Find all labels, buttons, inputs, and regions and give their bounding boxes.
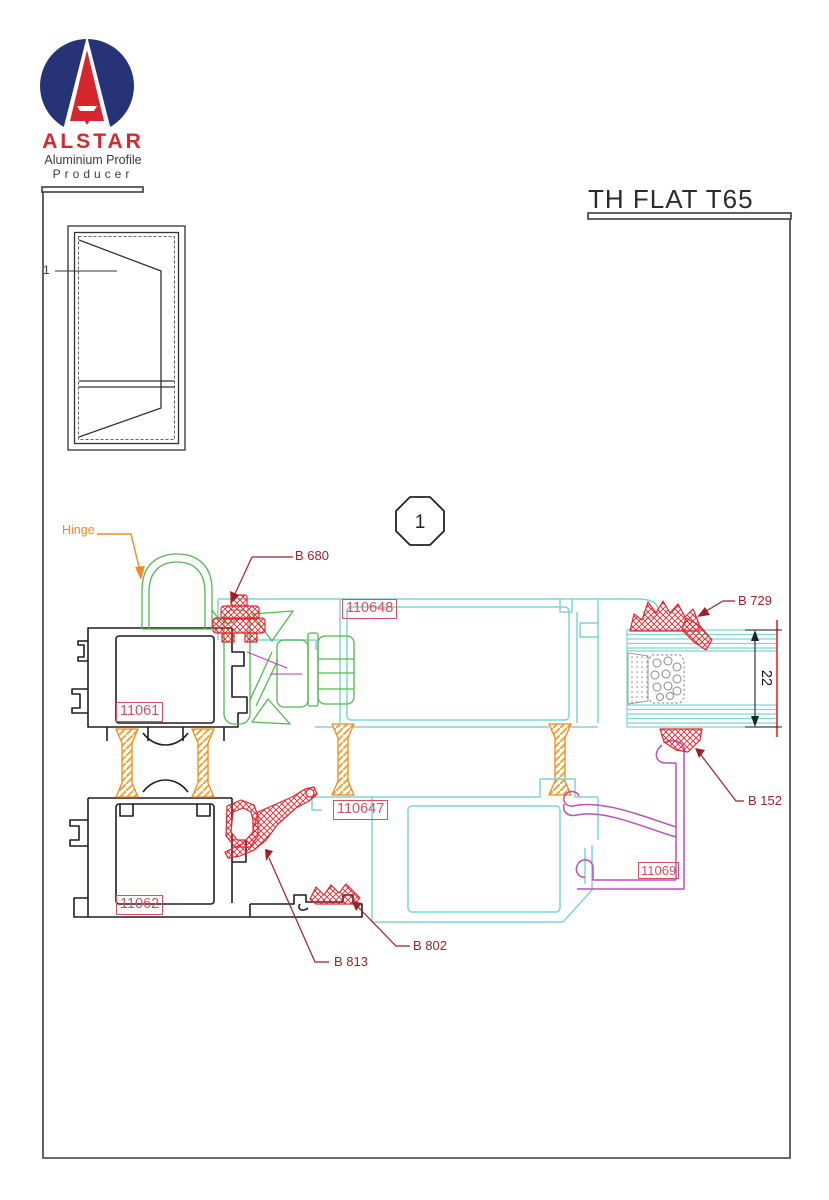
label-b802: B 802: [413, 938, 447, 953]
label-b813: B 813: [334, 954, 368, 969]
gasket-b729: [630, 601, 712, 650]
hinge-label: Hinge: [62, 523, 95, 537]
sheet-border: [42, 184, 791, 1158]
detail-marker-number: 1: [414, 512, 426, 533]
thermal-break-struts: [116, 724, 571, 797]
brand-name: ALSTAR: [42, 130, 144, 153]
hardware-centerlines: [247, 652, 302, 674]
spacer-sealant: [628, 653, 648, 704]
gasket-b813: [225, 787, 317, 858]
brand-tagline: Producer: [52, 167, 134, 181]
label-profile-11061: 11061: [116, 702, 163, 722]
label-profile-110647: 110647: [333, 800, 388, 820]
page-title: TH FLAT T65: [588, 184, 754, 214]
label-profile-110648: 110648: [342, 599, 397, 619]
gasket-b802: [310, 884, 360, 904]
alstar-logo-mark: [40, 36, 134, 134]
label-profile-11069: 11069: [638, 862, 679, 879]
detail-marker: [396, 497, 444, 545]
label-b680: B 680: [295, 548, 329, 563]
brand-tagline: Aluminium Profile: [44, 153, 142, 167]
label-profile-11062: 11062: [116, 895, 163, 915]
leader-hinge: [97, 534, 145, 580]
gasket-b680: [213, 595, 265, 642]
profile-110648-sash: [218, 599, 658, 727]
spacer-desiccant: [648, 655, 684, 703]
window-elevation: [55, 226, 185, 450]
dimension-22-text: 22: [758, 669, 774, 687]
label-b729: B 729: [738, 593, 772, 608]
label-b152: B 152: [748, 793, 782, 808]
elevation-marker-number: 1: [43, 263, 50, 277]
